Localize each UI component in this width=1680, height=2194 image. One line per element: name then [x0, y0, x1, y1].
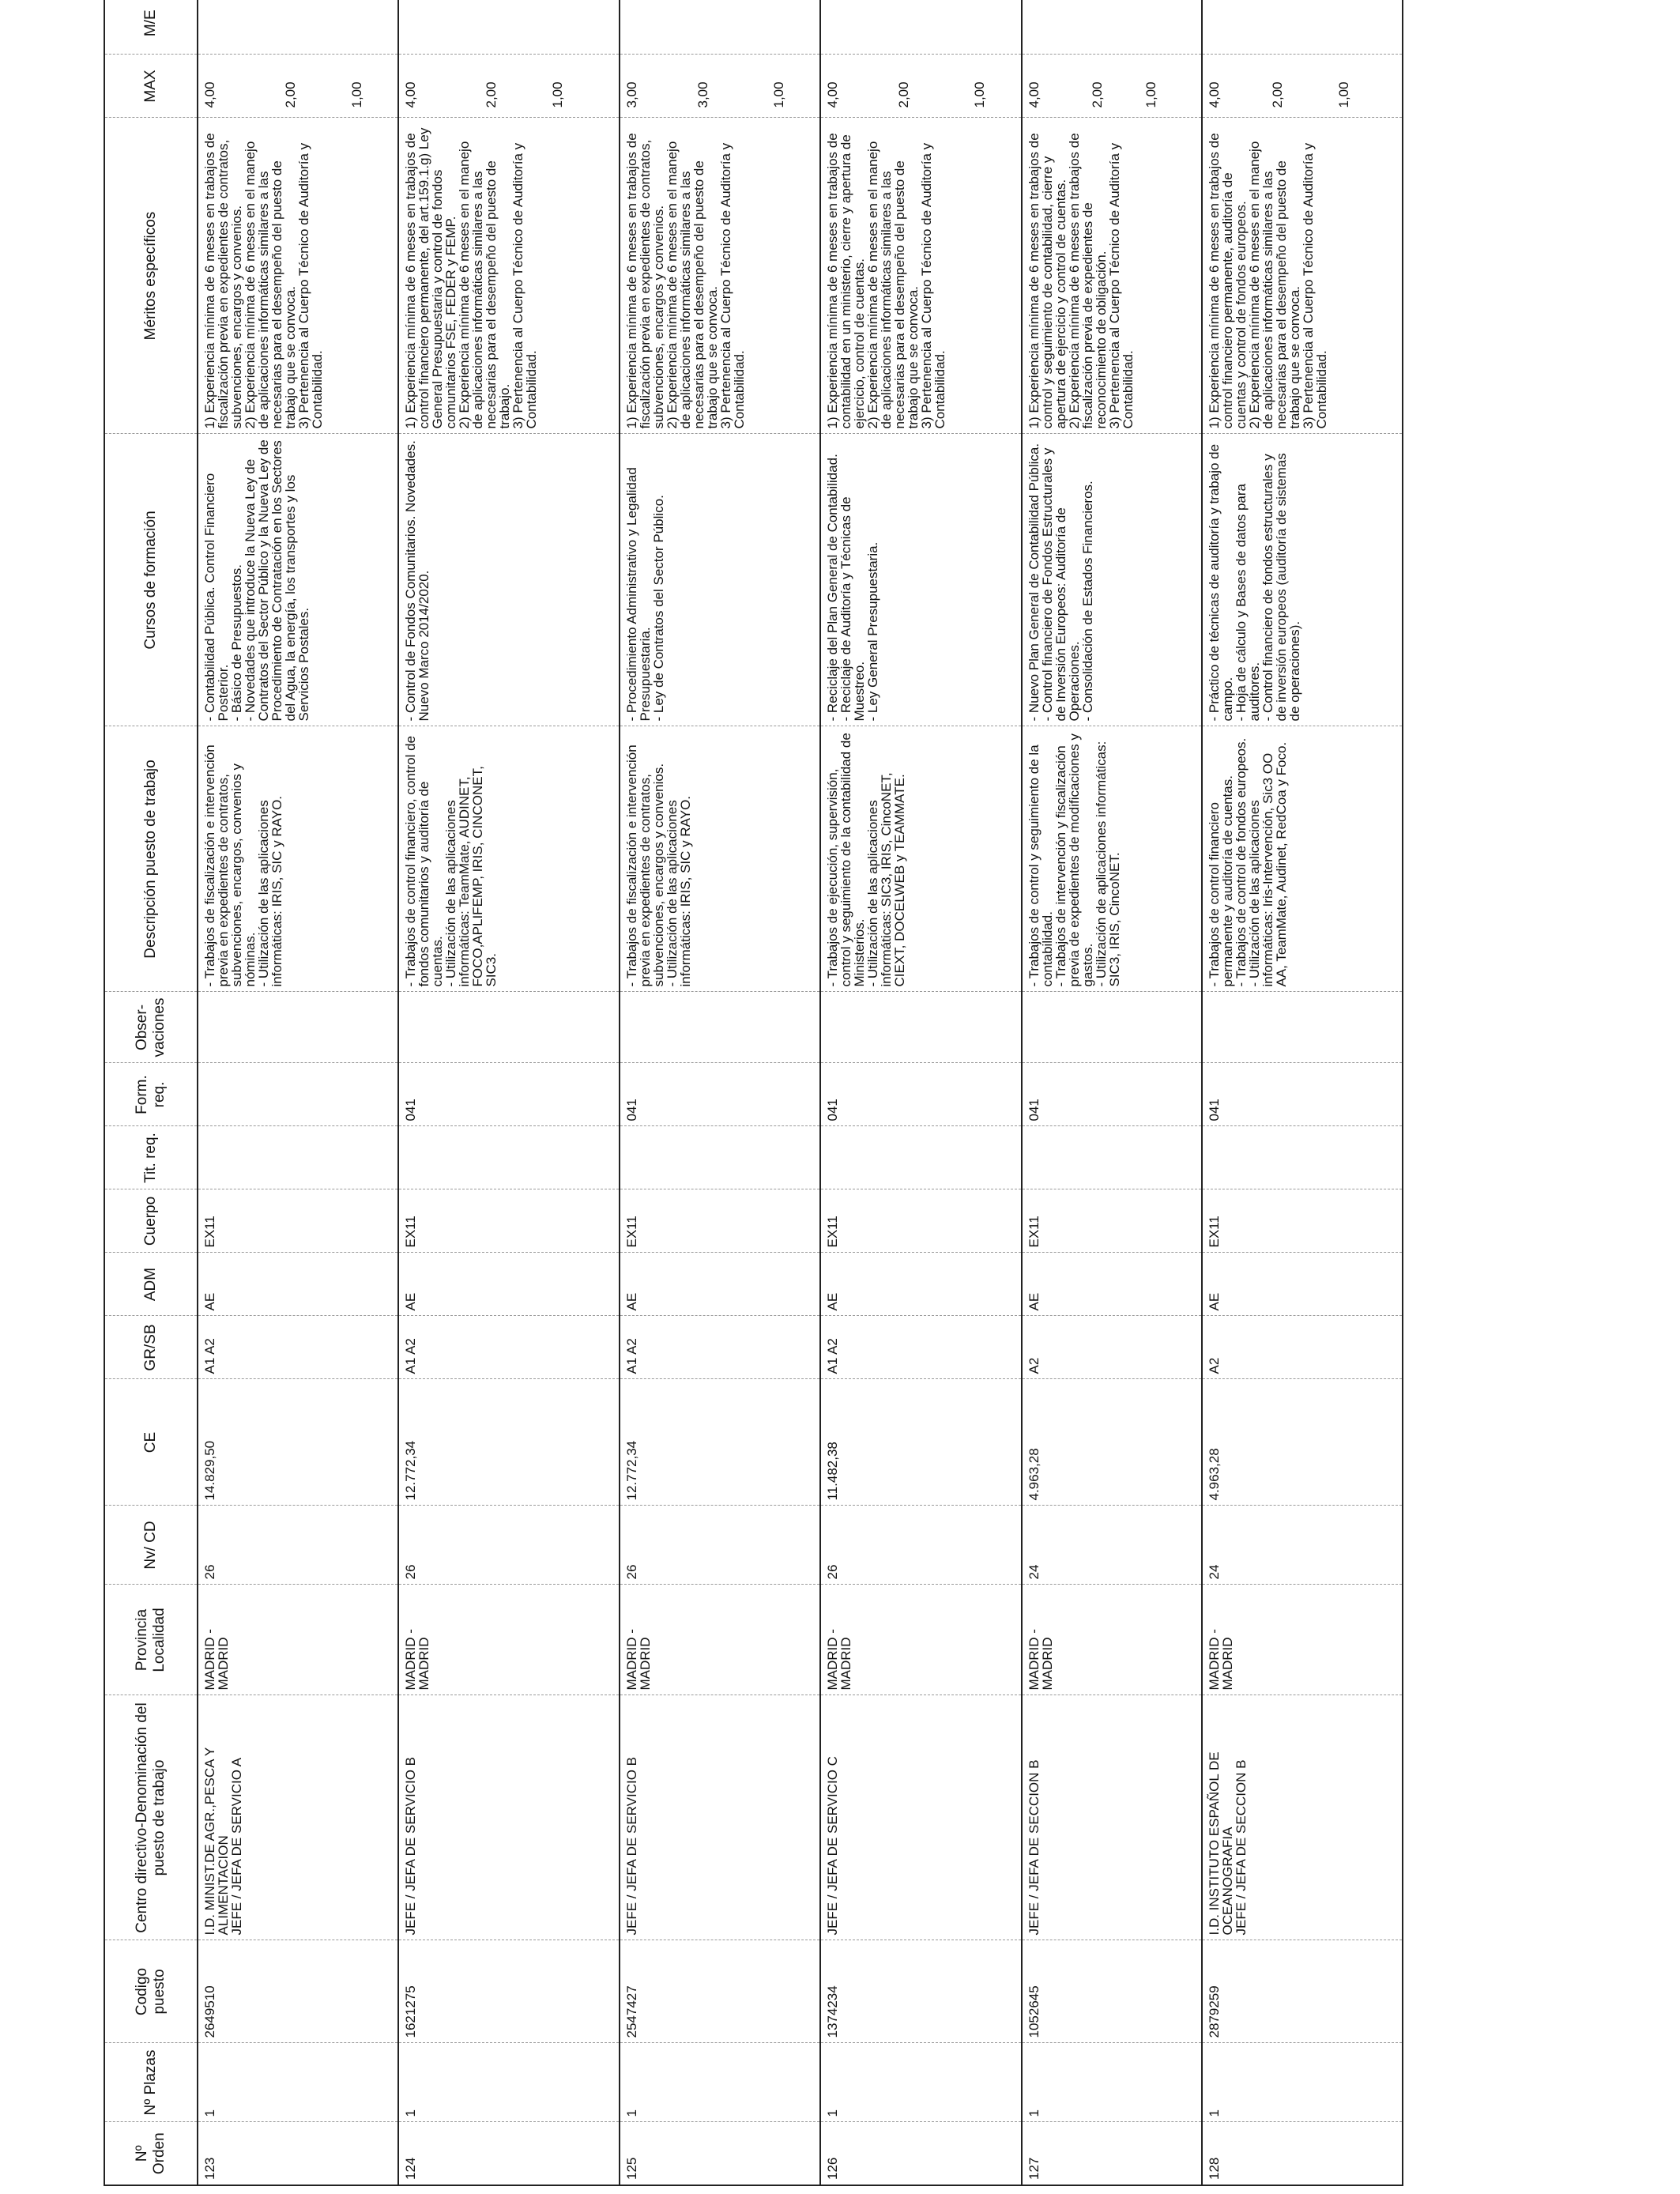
cell-codigo: 1621275: [398, 1940, 620, 2043]
cell-descripcion: [620, 726, 820, 992]
puesto-name: JEFE / JEFA DE SERVICIO B: [624, 1757, 640, 1936]
max-value: 2,00: [283, 81, 298, 108]
col-header-provincia: Provincia Localidad: [104, 1585, 198, 1695]
puesto-name: JEFE / JEFA DE SECCION B: [1026, 1759, 1042, 1936]
descripcion-text: - Trabajos de control financiero permanente y auditoría de cuentas. - Trabajos de control de fondos europeos. - Utilización de las aplicaciones informáticas: Iris-Intervención, Sic3 OO AA, TeamMate, Audinet, RedCoa y Foco.: [1206, 737, 1289, 987]
merito-item: 3) Pertenencia al Cuerpo Técnico de Auditoría y Contabilidad.: [1300, 142, 1329, 429]
cell-cuerpo: EX11: [398, 1189, 620, 1253]
cell-adm: AE: [1022, 1253, 1202, 1316]
table-row: [398, 0, 620, 2185]
cell-meritos: [1202, 118, 1403, 434]
cell-cursos: [198, 434, 398, 726]
table-row: [1202, 0, 1403, 2185]
cell-centro: [198, 1695, 398, 1940]
max-value: 1,00: [1143, 81, 1158, 108]
cell-meritos: [1022, 118, 1202, 434]
merito-item: 2) Experiencia mínima de 6 meses en el manejo de aplicaciones informáticas similares a las necesarias para el desempeño del puesto de trabajo que se convoca.: [665, 141, 721, 429]
merito-item: 2) Experiencia mínima de 6 meses en el manejo de aplicaciones informáticas similares a las necesarias para el desempeño del puesto de trabajo que se convoca.: [243, 141, 298, 429]
col-header-codigo: Codigo puesto: [104, 1940, 198, 2043]
cell-grupo: A1 A2: [620, 1316, 820, 1379]
col-header-centro: Centro directivo-Denominación del puesto de trabajo: [104, 1695, 198, 1940]
cell-codigo: 2649510: [198, 1940, 398, 2043]
cell-orden: 128: [1202, 2122, 1403, 2185]
cell-max: [620, 55, 820, 118]
merito-item: 1) Experiencia mínima de 6 meses en trabajos de control financiero permanente, auditoría de cuentas y control de fondos europeos.: [1206, 133, 1249, 429]
centro-heading: I.D. MINIST.DE AGR.,PESCA Y ALIMENTACION: [202, 1747, 231, 1936]
cursos-text: - Práctico de técnicas de auditoría y trabajo de campo. - Hoja de cálculo y Bases de datos para auditores. - Control financiero de fondos estructurales y de inversión europeos (auditoría de sistemas de operaciones).: [1206, 443, 1302, 722]
cell-descripcion: [398, 726, 620, 992]
cell-centro: [398, 1695, 620, 1940]
table-row: [620, 0, 820, 2185]
cell-centro: [820, 1695, 1021, 1940]
col-header-descripcion: Descripción puesto de trabajo: [104, 726, 198, 992]
cell-nivel: 24: [1202, 1506, 1403, 1585]
cell-codigo: 1374234: [820, 1940, 1021, 2043]
cell-orden: 125: [620, 2122, 820, 2185]
col-header-meritos: Méritos específicos: [104, 118, 198, 434]
cell-ce: 4.963,28: [1022, 1379, 1202, 1506]
cell-cuerpo: EX11: [1022, 1189, 1202, 1253]
cell-me: [198, 0, 398, 55]
max-value: 1,00: [349, 81, 364, 108]
cell-provincia: MADRID - MADRID: [198, 1585, 398, 1695]
cell-provincia: MADRID - MADRID: [1202, 1585, 1403, 1695]
cell-me: [1022, 0, 1202, 55]
cell-ce: 11.482,38: [820, 1379, 1021, 1506]
cell-plazas: 1: [1202, 2043, 1403, 2122]
max-value: 1,00: [550, 81, 566, 108]
col-header-formacion-req: Form. req.: [104, 1063, 198, 1126]
max-value: 1,00: [972, 81, 988, 108]
col-header-me: M/E: [104, 0, 198, 55]
cell-cuerpo: EX11: [620, 1189, 820, 1253]
max-value: 4,00: [1206, 81, 1222, 108]
puesto-name: JEFE / JEFA DE SERVICIO C: [825, 1756, 841, 1936]
merito-item: 3) Pertenencia al Cuerpo Técnico de Auditoría y Contabilidad.: [510, 142, 540, 429]
cell-centro: [1202, 1695, 1403, 1940]
cell-plazas: 1: [1022, 2043, 1202, 2122]
cell-cursos: [820, 434, 1021, 726]
col-header-max: MAX: [104, 55, 198, 118]
max-value: 4,00: [1026, 81, 1042, 108]
merito-item: 2) Experiencia mínima de 6 meses en el manejo de aplicaciones informáticas similares a las necesarias para el desempeño del puesto de trabajo que se convoca.: [865, 141, 921, 429]
cell-ce: 12.772,34: [620, 1379, 820, 1506]
cell-formacion-req: 041: [398, 1063, 620, 1126]
cell-orden: 127: [1022, 2122, 1202, 2185]
cell-observaciones: [1022, 992, 1202, 1063]
merito-item: 3) Pertenencia al Cuerpo Técnico de Auditoría y Contabilidad.: [919, 142, 948, 429]
cell-adm: AE: [398, 1253, 620, 1316]
merito-item: 3) Pertenencia al Cuerpo Técnico de Auditoría y Contabilidad.: [718, 142, 748, 429]
cell-grupo: A1 A2: [398, 1316, 620, 1379]
col-header-plazas: Nº Plazas: [104, 2043, 198, 2122]
cell-provincia: MADRID - MADRID: [1022, 1585, 1202, 1695]
cell-observaciones: [398, 992, 620, 1063]
cell-adm: AE: [820, 1253, 1021, 1316]
cell-cuerpo: EX11: [198, 1189, 398, 1253]
merito-item: 1) Experiencia mínima de 6 meses en trabajos de control y seguimiento de contabilidad, cierre y apertura de ejercicio y control de cuentas.: [1026, 133, 1068, 429]
table-row: [1022, 0, 1202, 2185]
col-header-nivel: Nv/ CD: [104, 1506, 198, 1585]
cell-meritos: [620, 118, 820, 434]
cell-adm: AE: [198, 1253, 398, 1316]
cell-centro: [620, 1695, 820, 1940]
cell-cursos: [620, 434, 820, 726]
cell-formacion-req: 041: [1022, 1063, 1202, 1126]
cursos-text: - Procedimiento Administrativo y Legalidad Presupuestaria. - Ley de Contratos del Sector Público.: [624, 467, 667, 722]
max-value: 2,00: [1089, 81, 1105, 108]
cell-me: [620, 0, 820, 55]
cell-descripcion: [820, 726, 1021, 992]
cell-ce: 12.772,34: [398, 1379, 620, 1506]
cell-descripcion: [1202, 726, 1403, 992]
cell-descripcion: [198, 726, 398, 992]
cell-meritos: [820, 118, 1021, 434]
col-header-orden: Nº Orden: [104, 2122, 198, 2185]
cell-me: [398, 0, 620, 55]
descripcion-text: - Trabajos de control y seguimiento de la contabilidad. - Trabajos de intervención y fiscalización previa de expedientes de modificaciones y gastos. - Utilización de aplicaciones informáticas: SIC3, IRIS, CincoNET.: [1026, 733, 1122, 987]
cell-descripcion: [1022, 726, 1202, 992]
cell-me: [820, 0, 1021, 55]
puesto-name: JEFE / JEFA DE SERVICIO A: [229, 1757, 244, 1936]
merito-item: 2) Experiencia mínima de 6 meses en el manejo de aplicaciones informáticas similares a las necesarias para el desempeño del puesto de trabajo.: [457, 141, 513, 429]
cell-observaciones: [820, 992, 1021, 1063]
col-header-adm: ADM: [104, 1253, 198, 1316]
table-row: [198, 0, 398, 2185]
cell-cursos: [1022, 434, 1202, 726]
max-value: 4,00: [202, 81, 217, 108]
col-header-cuerpo: Cuerpo: [104, 1189, 198, 1253]
vacancy-table-sheet: [104, 8, 1403, 2186]
cell-cursos: [398, 434, 620, 726]
col-header-cursos: Cursos de formación: [104, 434, 198, 726]
col-header-ce: CE: [104, 1379, 198, 1506]
cell-grupo: A2: [1202, 1316, 1403, 1379]
cell-adm: AE: [1202, 1253, 1403, 1316]
max-value: 4,00: [403, 81, 419, 108]
cell-ce: 4.963,28: [1202, 1379, 1403, 1506]
cursos-text: - Contabilidad Pública. Control Financiero Posterior. - Básico de Presupuestos. - Novedades que introduce la Nueva Ley de Contratos del Sector Público y la Nueva Ley de Procedimiento de Contratación en los Sectores del Agua, la energía, los transportes y los Servicios Postales.: [202, 439, 311, 722]
max-value: 1,00: [1335, 81, 1351, 108]
merito-item: 2) Experiencia mínima de 6 meses en el manejo de aplicaciones informáticas similares a las necesarias para el desempeño del puesto de trabajo que se convoca.: [1246, 141, 1302, 429]
cell-centro: [1022, 1695, 1202, 1940]
cell-titulacion: [820, 1126, 1021, 1189]
merito-item: 1) Experiencia mínima de 6 meses en trabajos de fiscalización previa en expedientes de contratos, subvenciones, encargos y convenios.: [202, 133, 244, 429]
cell-titulacion: [1202, 1126, 1403, 1189]
cell-titulacion: [398, 1126, 620, 1189]
merito-item: 1) Experiencia mínima de 6 meses en trabajos de control financiero permanente, del art.159.1.g) Ley General Presupuestaria y control de fondos comunitarios FSE, FEDER y FEMP.: [403, 127, 459, 429]
cell-observaciones: [1202, 992, 1403, 1063]
cell-plazas: 1: [620, 2043, 820, 2122]
cell-observaciones: [620, 992, 820, 1063]
col-header-grupo: GR/SB: [104, 1316, 198, 1379]
puesto-name: JEFE / JEFA DE SERVICIO B: [403, 1757, 419, 1936]
table-row: [820, 0, 1021, 2185]
cell-codigo: 2879259: [1202, 1940, 1403, 2043]
descripcion-text: - Trabajos de fiscalización e intervención previa en expedientes de contratos, subvenciones, encargos, convenios y nóminas. - Utilización de las aplicaciones informáticas: IRIS, SIC y RAYO.: [202, 745, 284, 987]
cell-grupo: A1 A2: [198, 1316, 398, 1379]
merito-item: 1) Experiencia mínima de 6 meses en trabajos de fiscalización previa en expedientes de contratos, subvenciones, encargos y convenios.: [624, 133, 667, 429]
cell-codigo: 2547427: [620, 1940, 820, 2043]
merito-item: 3) Pertenencia al Cuerpo Técnico de Auditoría y Contabilidad.: [1106, 142, 1136, 429]
cell-formacion-req: 041: [820, 1063, 1021, 1126]
cell-codigo: 1052645: [1022, 1940, 1202, 2043]
merito-item: 1) Experiencia mínima de 6 meses en trabajos de contabilidad en un ministerio, cierre y apertura de ejercicio, control de cuentas.: [825, 133, 868, 429]
vacancy-table: [104, 0, 1403, 2186]
cursos-text: - Control de Fondos Comunitarios. Novedades. Nuevo Marco 2014/2020.: [403, 440, 432, 722]
cell-titulacion: [620, 1126, 820, 1189]
max-value: 3,00: [624, 81, 640, 108]
cell-nivel: 26: [198, 1506, 398, 1585]
cell-grupo: A1 A2: [820, 1316, 1021, 1379]
cell-cursos: [1202, 434, 1403, 726]
max-value: 4,00: [825, 81, 841, 108]
cell-nivel: 26: [398, 1506, 620, 1585]
cell-orden: 126: [820, 2122, 1021, 2185]
merito-item: 2) Experiencia mínima de 6 meses en trabajos de fiscalización previa de expedientes de reconocimiento de obligación.: [1066, 133, 1109, 429]
cell-max: [820, 55, 1021, 118]
centro-heading: I.D. INSTITUTO ESPAÑOL DE OCEANOGRAFIA: [1206, 1751, 1235, 1936]
cell-formacion-req: [198, 1063, 398, 1126]
cell-formacion-req: 041: [1202, 1063, 1403, 1126]
cell-adm: AE: [620, 1253, 820, 1316]
cell-max: [1022, 55, 1202, 118]
cell-nivel: 26: [620, 1506, 820, 1585]
merito-item: 3) Pertenencia al Cuerpo Técnico de Auditoría y Contabilidad.: [296, 142, 325, 429]
col-header-observaciones: Obser-vaciones: [104, 992, 198, 1063]
cell-ce: 14.829,50: [198, 1379, 398, 1506]
cell-nivel: 26: [820, 1506, 1021, 1585]
cell-plazas: 1: [820, 2043, 1021, 2122]
max-value: 1,00: [771, 81, 787, 108]
header-row: [104, 0, 198, 2185]
cell-titulacion: [198, 1126, 398, 1189]
cell-grupo: A2: [1022, 1316, 1202, 1379]
cell-provincia: MADRID - MADRID: [820, 1585, 1021, 1695]
cell-cuerpo: EX11: [1202, 1189, 1403, 1253]
cell-cuerpo: EX11: [820, 1189, 1021, 1253]
descripcion-text: - Trabajos de control financiero, control de fondos comunitarios y auditoría de cuentas. - Utilización de las aplicaciones informáticas: TeamMate, AUDINET, FOCO,APLIFEMP, IRIS, CINCONET, SIC3.: [403, 735, 499, 987]
cursos-text: - Nuevo Plan General de Contabilidad Pública. - Control financiero de Fondos Estructurales y de Inversión Europeos: Auditoría de Operaciones. - Consolidación de Estados Financieros.: [1026, 443, 1095, 722]
cell-max: [398, 55, 620, 118]
cell-titulacion: [1022, 1126, 1202, 1189]
cell-meritos: [398, 118, 620, 434]
cell-max: [1202, 55, 1403, 118]
max-value: 3,00: [695, 81, 711, 108]
max-value: 2,00: [896, 81, 912, 108]
cell-observaciones: [198, 992, 398, 1063]
cell-plazas: 1: [198, 2043, 398, 2122]
max-value: 2,00: [1269, 81, 1285, 108]
cell-nivel: 24: [1022, 1506, 1202, 1585]
cell-provincia: MADRID - MADRID: [620, 1585, 820, 1695]
descripcion-text: - Trabajos de ejecución, supervisión, control y seguimiento de la contabilidad de Ministerios. - Utilización de las aplicaciones informáticas: SIC3, IRIS, CincoNET, CIEXT, DOCELWEB y TEAMMATE.: [825, 733, 908, 987]
cell-orden: 124: [398, 2122, 620, 2185]
cell-max: [198, 55, 398, 118]
cell-orden: 123: [198, 2122, 398, 2185]
descripcion-text: - Trabajos de fiscalización e intervención previa en expedientes de contratos, subvenciones, encargos y convenios. - Utilización de las aplicaciones informáticas: IRIS, SIC y RAYO.: [624, 745, 694, 987]
cell-provincia: MADRID - MADRID: [398, 1585, 620, 1695]
max-value: 2,00: [484, 81, 499, 108]
cell-formacion-req: 041: [620, 1063, 820, 1126]
cell-plazas: 1: [398, 2043, 620, 2122]
puesto-name: JEFE / JEFA DE SECCION B: [1233, 1759, 1249, 1936]
cell-me: [1202, 0, 1403, 55]
col-header-titulacion: Tit. req.: [104, 1126, 198, 1189]
cursos-text: - Reciclaje del Plan General de Contabilidad. - Reciclaje de Auditoría y Técnicas de Muestreo. - Ley General Presupuestaria.: [825, 454, 881, 722]
cell-meritos: [198, 118, 398, 434]
